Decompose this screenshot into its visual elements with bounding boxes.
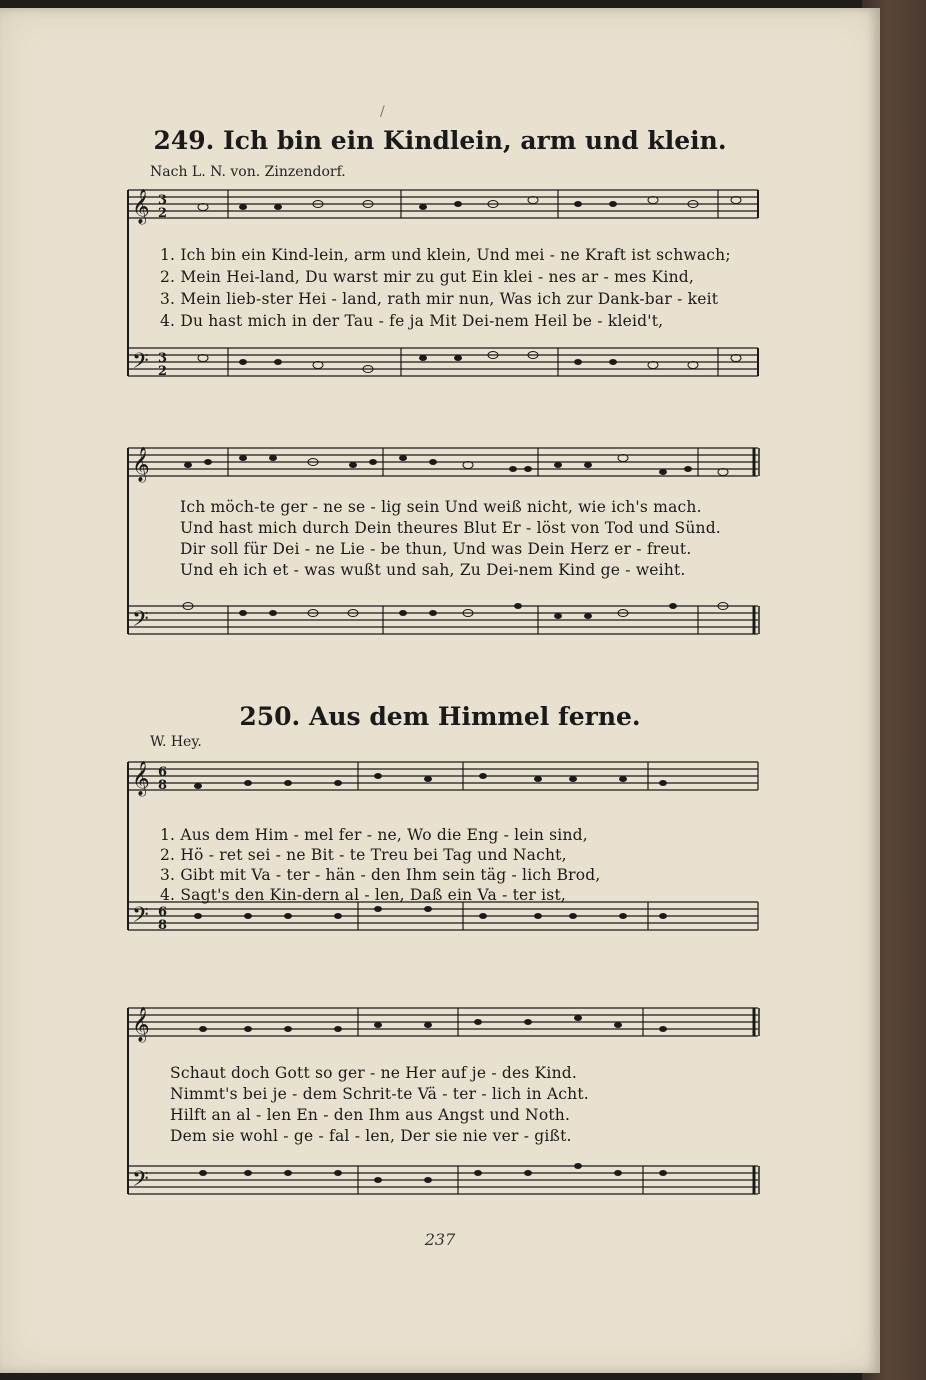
hymn-250-title: 250. Aus dem Himmel ferne. bbox=[239, 702, 641, 731]
hymn-249-title: 249. Ich bin ein Kindlein, arm und klein. bbox=[153, 126, 727, 155]
svg-text:3: 3 bbox=[158, 193, 168, 208]
verse-line: Dir soll für Dei - ne Lie - be thun, Und was Dein Herz er - freut. bbox=[180, 540, 692, 558]
svg-text:2: 2 bbox=[158, 206, 168, 221]
page-number: 237 bbox=[424, 1230, 456, 1249]
hymn-250-system-1 bbox=[118, 752, 768, 992]
hymn-249-system-2 bbox=[118, 438, 768, 678]
hymn-249-credit: Nach L. N. von. Zinzendorf. bbox=[150, 164, 346, 180]
hymnal-page bbox=[0, 8, 880, 1373]
svg-text:3: 3 bbox=[158, 351, 168, 366]
verse-line: Nimmt's bei je - dem Schrit-te Vä - ter - lich in Acht. bbox=[170, 1085, 589, 1103]
hymn-250-system-2 bbox=[118, 998, 768, 1228]
svg-text:𝄞: 𝄞 bbox=[132, 1007, 150, 1042]
verse-line: 3. Mein lieb-ster Hei - land, rath mir nun, Was ich zur Dank-bar - keit bbox=[160, 290, 719, 308]
svg-text:𝄢: 𝄢 bbox=[132, 607, 149, 637]
verse-line: 2. Mein Hei-land, Du warst mir zu gut Ein klei - nes ar - mes Kind, bbox=[160, 268, 695, 286]
verse-line: 1. Aus dem Him - mel fer - ne, Wo die Eng - lein sind, bbox=[160, 826, 588, 844]
svg-text:2: 2 bbox=[158, 364, 168, 379]
verse-line: 4. Du hast mich in der Tau - fe ja Mit Dei-nem Heil be - kleid't, bbox=[160, 312, 664, 330]
svg-text:𝄢: 𝄢 bbox=[132, 903, 149, 933]
verse-line: 4. Sagt's den Kin-dern al - len, Daß ein Va - ter ist, bbox=[160, 886, 566, 904]
svg-text:𝄞: 𝄞 bbox=[132, 761, 150, 796]
verse-line: Ich möch-te ger - ne se - lig sein Und weiß nicht, wie ich's mach. bbox=[180, 498, 702, 516]
pencil-mark: / bbox=[380, 104, 385, 120]
svg-text:6: 6 bbox=[158, 765, 168, 780]
verse-line: 1. Ich bin ein Kind-lein, arm und klein, Und mei - ne Kraft ist schwach; bbox=[160, 246, 731, 264]
verse-line: 3. Gibt mit Va - ter - hän - den Ihm sein täg - lich Brod, bbox=[160, 866, 601, 884]
verse-line: Dem sie wohl - ge - fal - len, Der sie nie ver - gißt. bbox=[170, 1127, 572, 1145]
music-staves bbox=[118, 438, 768, 678]
verse-line: Schaut doch Gott so ger - ne Her auf je - des Kind. bbox=[170, 1064, 578, 1082]
hymn-250-credit: W. Hey. bbox=[150, 734, 202, 750]
svg-text:𝄢: 𝄢 bbox=[132, 349, 149, 379]
hymn-249-system-1 bbox=[118, 180, 768, 420]
svg-text:𝄢: 𝄢 bbox=[132, 1167, 149, 1197]
svg-text:6: 6 bbox=[158, 905, 168, 920]
verse-line: Hilft an al - len En - den Ihm aus Angst und Noth. bbox=[170, 1106, 571, 1124]
verse-line: 2. Hö - ret sei - ne Bit - te Treu bei Tag und Nacht, bbox=[160, 846, 567, 864]
svg-text:𝄞: 𝄞 bbox=[132, 189, 150, 224]
svg-text:8: 8 bbox=[158, 778, 168, 793]
svg-text:𝄞: 𝄞 bbox=[132, 447, 150, 482]
svg-text:8: 8 bbox=[158, 918, 168, 933]
verse-line: Und eh ich et - was wußt und sah, Zu Dei-nem Kind ge - weiht. bbox=[180, 561, 686, 579]
verse-line: Und hast mich durch Dein theures Blut Er - löst von Tod und Sünd. bbox=[180, 519, 721, 537]
